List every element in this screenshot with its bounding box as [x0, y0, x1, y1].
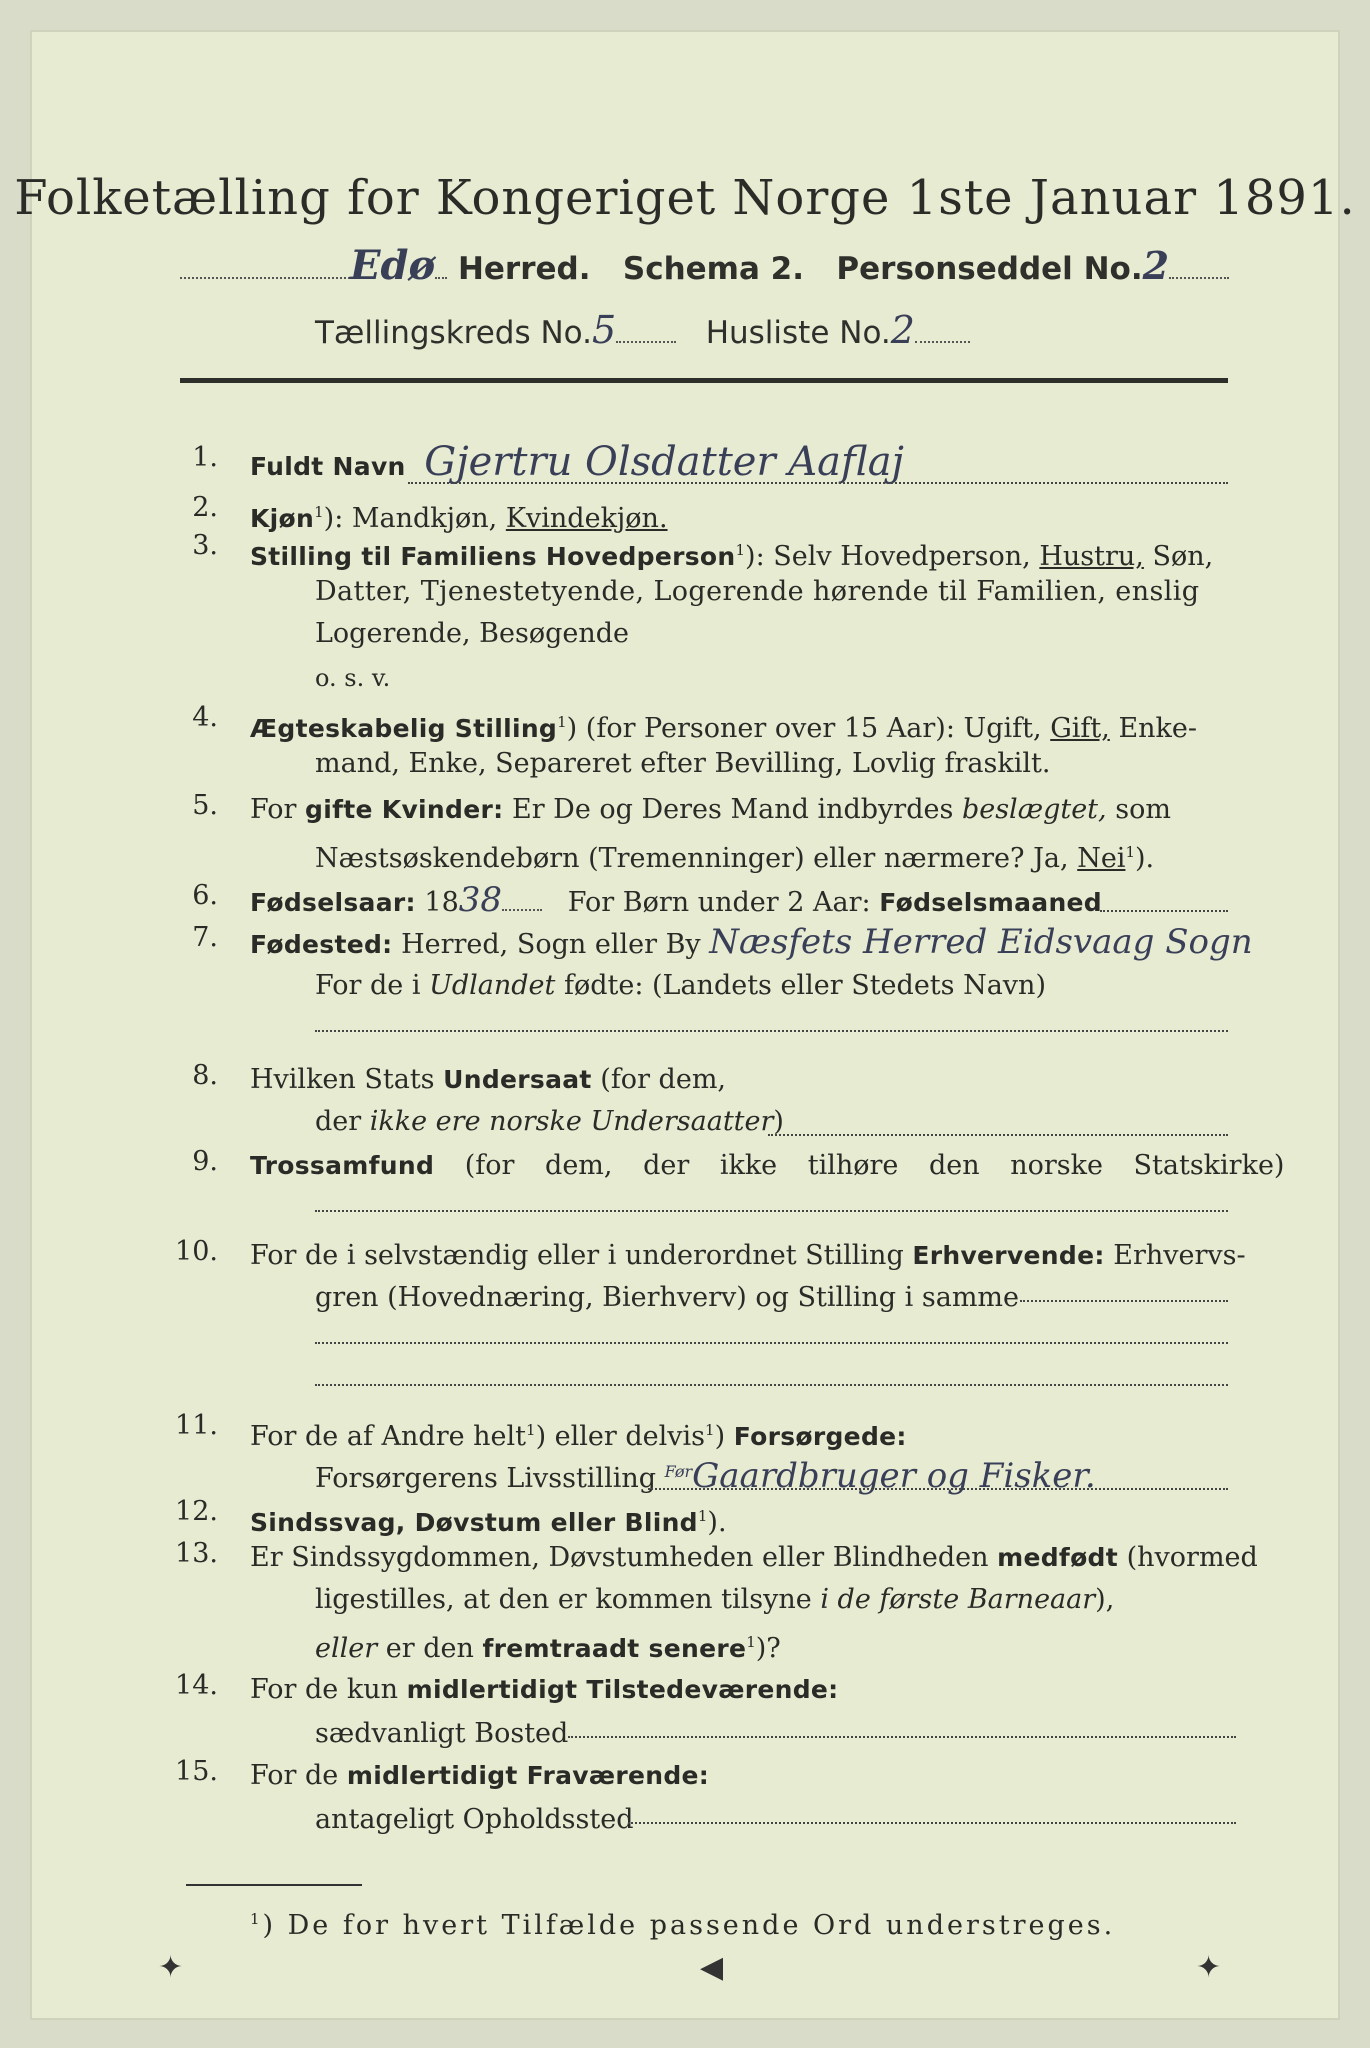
item-11-line-2	[315, 1452, 1096, 1499]
item-13-number: 13.	[175, 1538, 218, 1569]
item-1-label: Fuldt Navn	[250, 452, 406, 481]
item-11-answer-prefix: Før	[664, 1462, 693, 1481]
item-3-sup: 1	[735, 541, 746, 559]
item-13-text-italic-2: eller	[315, 1633, 378, 1664]
item-6-label-2: For Børn under 2 Aar:	[567, 887, 871, 918]
item-11-sup-b: 1	[705, 1421, 715, 1439]
corner-mark-center: ◀	[700, 1950, 724, 1985]
item-7-label: Fødested:	[250, 930, 393, 959]
item-7-number: 7.	[192, 922, 218, 953]
item-6-fill-line	[1100, 910, 1228, 912]
item-4-label: Ægteskabelig Stilling	[250, 714, 558, 743]
item-7-answer: Næsfets Herred Eidsvaag Sogn	[709, 922, 1253, 962]
item-2-selected: Kvindekjøn.	[505, 503, 668, 534]
item-11-text-c: )	[714, 1421, 726, 1452]
herred-value: Edø	[350, 242, 436, 289]
schema-label: Schema 2.	[622, 251, 805, 287]
item-11-fill-line	[648, 1488, 1228, 1490]
item-13-sup: 1	[746, 1633, 756, 1651]
header-rule	[180, 378, 1228, 383]
item-5-label: gifte Kvinder:	[305, 795, 504, 824]
item-11-text-a: For de af Andre helt	[250, 1421, 527, 1452]
item-8-fill-line	[768, 1134, 1228, 1136]
item-15-label: midlertidigt Fraværende:	[346, 1761, 710, 1790]
item-4-selected: Gift,	[1050, 713, 1110, 744]
item-2-text: ): Mandkjøn,	[323, 503, 498, 534]
item-5-text-d: Næstsøskendebørn (Tremenninger) eller nærmere? Ja,	[315, 843, 1069, 874]
item-15-fill-line	[628, 1822, 1236, 1824]
husliste-label: Husliste No.	[705, 315, 891, 351]
item-5-text-b: Er De og Deres Mand indbyrdes	[511, 794, 954, 825]
item-10-line-2: gren (Hovednæring, Bierhverv) og Stilling i samme	[315, 1282, 1020, 1313]
item-11-text-d: Forsørgerens Livsstilling	[315, 1463, 657, 1494]
corner-mark-right: ✦	[1196, 1950, 1222, 1985]
item-14-line-2: sædvanligt Bosted	[315, 1718, 569, 1749]
footnote-rule	[186, 1884, 362, 1886]
item-8-text-italic: ikke ere norske Undersaatter	[369, 1106, 774, 1137]
item-8-text-a: Hvilken Stats	[250, 1064, 435, 1095]
item-13-line-2	[315, 1580, 1114, 1620]
item-5-sup: 1	[1125, 843, 1135, 861]
item-7-line-2	[315, 966, 1046, 1006]
item-7-text-a: For de i	[315, 970, 421, 1001]
item-1-fill-line	[408, 482, 1228, 484]
corner-mark-left: ✦	[158, 1950, 184, 1985]
item-5-text-c: som	[1115, 794, 1171, 825]
item-5-line-2	[315, 832, 1154, 879]
item-14-number: 14.	[175, 1670, 218, 1701]
item-13-text-e: er den	[385, 1633, 474, 1664]
item-2-sup: 1	[314, 503, 324, 521]
item-3-line-4: o. s. v.	[315, 664, 391, 692]
item-3-text-b: Søn,	[1152, 541, 1214, 572]
item-14-label: midlertidigt Tilstedeværende:	[406, 1675, 839, 1704]
item-13-label: medfødt	[997, 1543, 1119, 1572]
item-11-answer: Gaardbruger og Fisker.	[692, 1456, 1096, 1496]
item-3-selected: Hustru,	[1039, 541, 1144, 572]
item-12	[250, 1496, 727, 1543]
item-12-label: Sindssvag, Døvstum eller Blind	[250, 1508, 698, 1537]
item-7-text: Herred, Sogn eller By	[401, 929, 701, 960]
form-title: Folketælling for Kongeriget Norge 1ste Januar 1891.	[14, 170, 1356, 226]
item-12-number: 12.	[175, 1496, 218, 1527]
item-1-number: 1.	[192, 442, 218, 473]
item-10-text-b: Erhvervs-	[1113, 1240, 1246, 1271]
item-13-text-b: (hvormed	[1126, 1542, 1258, 1573]
item-10-fill-line-3	[315, 1384, 1228, 1386]
husliste-value: 2	[890, 308, 915, 352]
footnote	[250, 1910, 1115, 1941]
item-10-line-1	[250, 1236, 1246, 1276]
item-3-label: Stilling til Familiens Hovedperson	[250, 542, 736, 571]
item-9-number: 9.	[192, 1146, 218, 1177]
item-8-label: Undersaat	[443, 1065, 592, 1094]
item-9-label: Trossamfund	[250, 1151, 435, 1180]
item-5-number: 5.	[192, 790, 218, 821]
item-4-line-1	[250, 702, 1197, 749]
item-13-label-2: fremtraadt senere	[482, 1634, 747, 1663]
item-13-line-1	[250, 1538, 1258, 1578]
item-11-number: 11.	[175, 1410, 218, 1441]
item-15-line-2: antageligt Opholdssted	[315, 1804, 634, 1835]
item-5-text-a: For	[250, 794, 297, 825]
item-12-text: ).	[707, 1507, 727, 1538]
taellingskreds-label: Tællingskreds No.	[315, 315, 592, 351]
item-13-text-italic: i de første Barneaar	[820, 1584, 1096, 1615]
item-9-text: (for dem, der ikke tilhøre den norske Statskirke)	[464, 1150, 1285, 1181]
item-6-prefix: 18	[424, 887, 459, 918]
item-6-number: 6.	[192, 880, 218, 911]
item-5-text-italic: beslægtet,	[961, 794, 1107, 825]
item-15-text-a: For de	[250, 1760, 339, 1791]
item-3-line-3: Logerende, Besøgende	[315, 618, 629, 649]
item-8-text-b: (for dem,	[600, 1064, 726, 1095]
item-2-number: 2.	[192, 492, 218, 523]
item-10-label: Erhvervende:	[912, 1241, 1105, 1270]
item-7-line-1	[250, 922, 1253, 965]
item-14-text-a: For de kun	[250, 1674, 398, 1705]
item-4-text-a: ) (for Personer over 15 Aar): Ugift,	[566, 713, 1042, 744]
item-4-sup: 1	[557, 713, 567, 731]
item-8-line-1	[250, 1060, 726, 1100]
item-11-sup-a: 1	[526, 1421, 536, 1439]
footnote-sup: 1	[250, 1910, 263, 1928]
item-12-sup: 1	[697, 1507, 708, 1525]
item-10-fill-line-2	[315, 1342, 1228, 1344]
item-1-answer: Gjertru Olsdatter Aaflaj	[424, 439, 904, 485]
item-4-text-b: Enke-	[1118, 713, 1197, 744]
item-8-text-d: )	[773, 1106, 784, 1137]
item-11-line-1	[250, 1410, 907, 1457]
item-13-text-c: ligestilles, at den er kommen tilsyne	[315, 1584, 812, 1615]
item-10-text-a: For de i selvstændig eller i underordnet Stilling	[250, 1240, 904, 1271]
item-15-number: 15.	[175, 1756, 218, 1787]
herred-label: Herred.	[457, 251, 591, 287]
item-6-answer: 38	[458, 880, 503, 920]
item-8-number: 8.	[192, 1060, 218, 1091]
item-13-line-3	[315, 1622, 781, 1669]
personseddel-value: 2	[1142, 243, 1170, 288]
item-11-text-b: ) eller delvis	[535, 1421, 706, 1452]
footnote-text: ) De for hvert Tilfælde passende Ord understreges.	[262, 1910, 1116, 1941]
item-2-label: Kjøn	[250, 504, 315, 533]
taellingskreds-line	[315, 308, 970, 352]
item-6-label-3: Fødselsmaaned	[879, 888, 1102, 917]
item-15-line-1	[250, 1756, 709, 1796]
item-6	[250, 880, 1102, 923]
item-7-fill-line	[315, 1030, 1228, 1032]
item-8-text-c: der	[315, 1106, 362, 1137]
item-3-line-2: Datter, Tjenestetyende, Logerende hørende til Familien, enslig	[315, 576, 1200, 607]
item-14-line-1	[250, 1670, 838, 1710]
item-7-text-italic: Udlandet	[429, 970, 556, 1001]
item-13-text-d: ),	[1095, 1584, 1115, 1615]
item-10-number: 10.	[175, 1236, 218, 1267]
item-13-text-f: )?	[755, 1633, 781, 1664]
item-9	[250, 1146, 1284, 1186]
item-11-label: Forsørgede:	[733, 1422, 907, 1451]
item-4-number: 4.	[192, 702, 218, 733]
item-5-text-e: ).	[1135, 843, 1155, 874]
item-3-text-a: ): Selv Hovedperson,	[745, 541, 1031, 572]
item-4-line-2: mand, Enke, Separeret efter Bevilling, Lovlig fraskilt.	[315, 748, 1051, 779]
item-13-text-a: Er Sindssygdommen, Døvstumheden eller Blindheden	[250, 1542, 989, 1573]
item-6-label: Fødselsaar:	[250, 888, 416, 917]
item-5-selected: Nei	[1077, 843, 1126, 874]
item-10-fill-line-1	[1020, 1300, 1228, 1302]
herred-line	[180, 242, 1229, 289]
item-7-text-b: fødte: (Landets eller Stedets Navn)	[563, 970, 1046, 1001]
item-14-fill-line	[568, 1736, 1236, 1738]
item-8-line-2	[315, 1102, 784, 1142]
personseddel-label: Personseddel No.	[836, 251, 1143, 287]
item-5-line-1	[250, 790, 1171, 830]
taellingskreds-value: 5	[591, 308, 617, 352]
item-1	[250, 439, 904, 487]
item-3-line-1	[250, 530, 1213, 577]
item-9-fill-line	[315, 1210, 1228, 1212]
item-3-number: 3.	[192, 530, 218, 561]
